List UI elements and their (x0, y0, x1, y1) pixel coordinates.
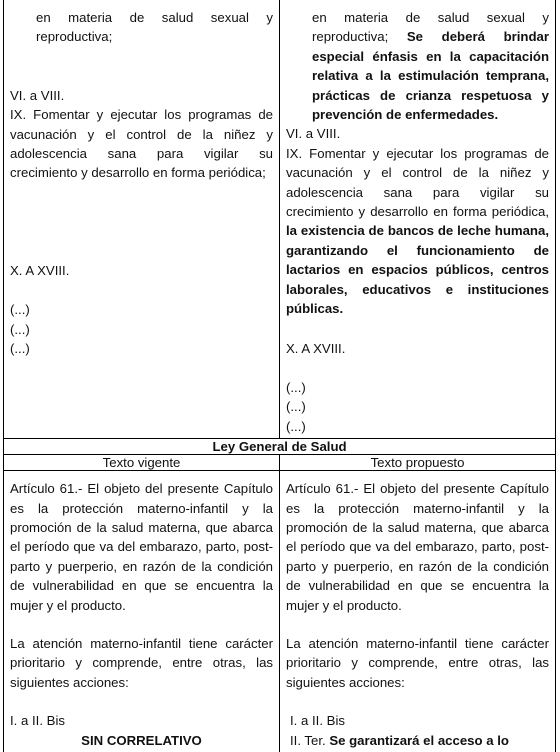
right-cell-top (280, 0, 556, 439)
right-ellipsis-1: (...) (286, 379, 306, 395)
right-cell-bottom (280, 471, 556, 752)
right-item-i: I. a II. Bis (290, 713, 345, 729)
header-texto-vigente: Texto vigente (4, 455, 280, 471)
table-row (4, 471, 556, 752)
right-item-ix-plain: IX. Fomentar y ejecutar los programas de vacunación y el control de la niñez y adolescencia sana para vigilar su crecimiento y desarrollo en forma periódica, (286, 145, 549, 220)
right-item-x: X. A XVIII. (286, 340, 346, 356)
left-item-ix: IX. Fomentar y ejecutar los programas de vacunación y el control de la niñez y adolescencia sana para vigilar su crecimiento y desarrollo en forma periódica; (10, 107, 273, 181)
right-continuation-added: Se deberá brindar especial énfasis en la capacitación relativa a la estimulación temprana, prácticas de crianza respetuosa y prevención de enfermedades. (312, 29, 549, 123)
left-cell-bottom (4, 471, 280, 752)
left-continuation-text: en materia de salud sexual y reproductiva; (36, 10, 273, 45)
right-item-ii-ter (286, 731, 549, 750)
header-texto-propuesto: Texto propuesto (280, 455, 556, 471)
left-ellipsis-3: (...) (10, 341, 30, 357)
left-article-61: Artículo 61.- El objeto del presente Capítulo es la protección materno-infantil y la promoción de la salud materna, que abarca el período que va del embarazo, parto, post-parto y puerperio, en razón de la condición de vulnerabilidad en que se encuentra la mujer y el producto. (10, 481, 273, 613)
right-ellipsis-2: (...) (286, 399, 306, 415)
left-paragraph-2: La atención materno-infantil tiene carácter prioritario y comprende, entre otras, las siguientes acciones: (10, 635, 273, 690)
right-ellipsis-3: (...) (286, 418, 306, 434)
right-paragraph-2: La atención materno-infantil tiene carácter prioritario y comprende, entre otras, las siguientes acciones: (286, 635, 549, 690)
table-row (4, 0, 556, 439)
left-cell-top (4, 0, 280, 439)
table-row (4, 439, 556, 455)
left-ellipsis-1: (...) (10, 302, 30, 318)
right-item-ix (286, 144, 549, 319)
left-ellipsis-2: (...) (10, 321, 30, 337)
right-article-61: Artículo 61.- El objeto del presente Capítulo es la protección materno-infantil y la promoción de la salud materna, que abarca el período que va del embarazo, parto, post-parto y puerperio, en razón de la condición de vulnerabilidad en que se encuentra la mujer y el producto. (286, 481, 549, 613)
right-continuation-plain: en materia de salud sexual y reproductiva; (312, 10, 549, 45)
right-item-ix-added: la existencia de bancos de leche humana, garantizando el funcionamiento de lactarios en espacios públicos, centros laborales, educativos e instituciones públicas. (286, 223, 549, 317)
right-item-ii-ter-plain: II. Ter. (290, 732, 326, 748)
sin-correlativo: SIN CORRELATIVO (81, 732, 202, 748)
right-item-vi: VI. a VIII. (286, 126, 341, 142)
right-continuation-text (286, 8, 549, 124)
left-item-i: I. a II. Bis (10, 713, 65, 729)
table-row (4, 455, 556, 471)
right-item-ii-ter-added: Se garantizará el acceso a lo (325, 732, 509, 748)
left-item-x: X. A XVIII. (10, 262, 70, 278)
comparison-table (3, 0, 556, 752)
left-item-vi: VI. a VIII. (10, 87, 65, 103)
law-title: Ley General de Salud (4, 439, 556, 455)
